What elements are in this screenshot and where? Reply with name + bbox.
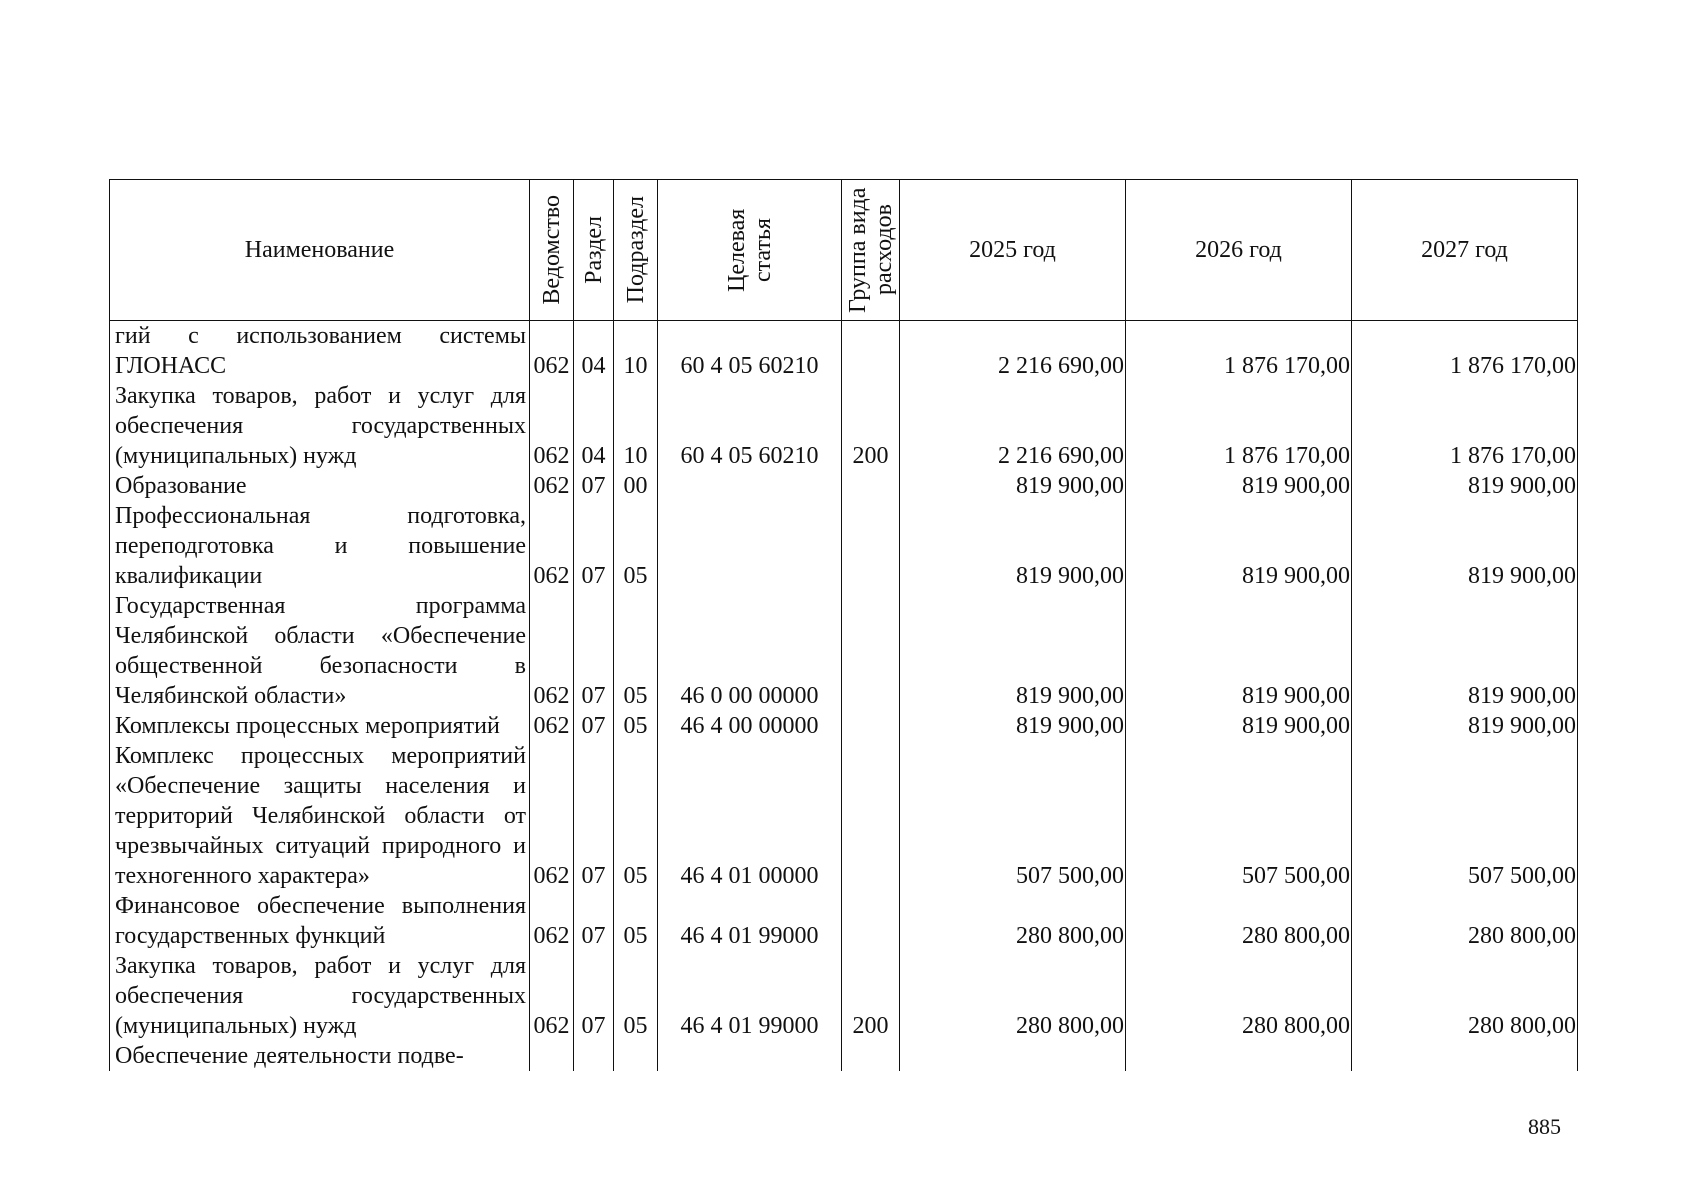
row-2026: 819 900,00 (1126, 471, 1352, 501)
row-2026: 819 900,00 (1126, 591, 1352, 711)
row-2026: 280 800,00 (1126, 951, 1352, 1041)
row-gruppa: 200 (842, 951, 900, 1041)
row-2025: 507 500,00 (900, 741, 1126, 891)
row-2026 (1126, 1041, 1352, 1071)
row-podrazdel (614, 1041, 658, 1071)
row-podrazdel: 00 (614, 471, 658, 501)
row-razdel: 07 (574, 741, 614, 891)
row-2026: 819 900,00 (1126, 501, 1352, 591)
row-2025: 819 900,00 (900, 501, 1126, 591)
row-name: Закупка товаров, работ и услуг для обеспечения государственных (муниципальных) нужд (110, 381, 530, 471)
row-razdel: 07 (574, 951, 614, 1041)
row-gruppa (842, 471, 900, 501)
header-name: Наименование (110, 180, 530, 321)
table-row (110, 891, 1578, 951)
table-row (110, 321, 1578, 382)
row-podrazdel: 05 (614, 501, 658, 591)
row-gruppa (842, 321, 900, 382)
header-2026: 2026 год (1126, 180, 1352, 321)
row-podrazdel: 05 (614, 741, 658, 891)
row-2027: 819 900,00 (1352, 501, 1578, 591)
row-podrazdel: 10 (614, 381, 658, 471)
row-2025: 280 800,00 (900, 951, 1126, 1041)
row-podrazdel: 05 (614, 891, 658, 951)
row-vedomstvo (530, 1041, 574, 1071)
row-tselevaya: 46 4 01 99000 (658, 891, 842, 951)
table-row (110, 591, 1578, 711)
row-gruppa: 200 (842, 381, 900, 471)
row-2025: 819 900,00 (900, 471, 1126, 501)
header-2027: 2027 год (1352, 180, 1578, 321)
row-razdel: 07 (574, 471, 614, 501)
table-row (110, 741, 1578, 891)
row-2027: 819 900,00 (1352, 711, 1578, 741)
row-tselevaya (658, 501, 842, 591)
row-podrazdel: 10 (614, 321, 658, 382)
row-2025 (900, 1041, 1126, 1071)
row-tselevaya: 46 4 00 00000 (658, 711, 842, 741)
table-row (110, 471, 1578, 501)
row-gruppa (842, 711, 900, 741)
row-name: Профессиональная подготовка, переподготовка и повышение квалификации (110, 501, 530, 591)
row-2026: 819 900,00 (1126, 711, 1352, 741)
row-vedomstvo: 062 (530, 321, 574, 382)
row-podrazdel: 05 (614, 591, 658, 711)
row-tselevaya (658, 1041, 842, 1071)
row-gruppa (842, 501, 900, 591)
row-tselevaya: 46 4 01 00000 (658, 741, 842, 891)
row-2027: 280 800,00 (1352, 891, 1578, 951)
table-row (110, 1041, 1578, 1071)
header-gruppa-label: Группа вида расходов (844, 187, 897, 313)
row-2027 (1352, 1041, 1578, 1071)
row-2026: 507 500,00 (1126, 741, 1352, 891)
header-podrazdel-label: Подраздел (622, 196, 649, 304)
row-razdel: 04 (574, 381, 614, 471)
row-2027: 507 500,00 (1352, 741, 1578, 891)
row-gruppa (842, 741, 900, 891)
row-2026: 1 876 170,00 (1126, 321, 1352, 382)
row-vedomstvo: 062 (530, 951, 574, 1041)
row-vedomstvo: 062 (530, 381, 574, 471)
row-2027: 1 876 170,00 (1352, 321, 1578, 382)
row-vedomstvo: 062 (530, 891, 574, 951)
row-gruppa (842, 891, 900, 951)
row-2027: 819 900,00 (1352, 591, 1578, 711)
row-name: Обеспечение деятельности подве- (110, 1041, 530, 1071)
header-2025: 2025 год (900, 180, 1126, 321)
budget-table (109, 179, 1578, 1071)
row-name: гий с использованием системы ГЛОНАСС (110, 321, 530, 382)
page-number: 885 (1528, 1114, 1561, 1139)
row-name: Закупка товаров, работ и услуг для обеспечения государственных (муниципальных) нужд (110, 951, 530, 1041)
header-razdel-label: Раздел (580, 216, 607, 284)
row-name: Образование (110, 471, 530, 501)
row-razdel: 07 (574, 591, 614, 711)
row-name: Государственная программа Челябинской области «Обеспечение общественной безопасности в Челябинской области» (110, 591, 530, 711)
header-tselevaya-label: Целевая статья (723, 208, 776, 292)
row-vedomstvo: 062 (530, 501, 574, 591)
row-2025: 2 216 690,00 (900, 381, 1126, 471)
row-2026: 1 876 170,00 (1126, 381, 1352, 471)
row-podrazdel: 05 (614, 711, 658, 741)
row-razdel: 07 (574, 501, 614, 591)
row-name: Комплекс процессных мероприятий «Обеспечение защиты населения и территорий Челябинской области от чрезвычайных ситуаций природного и техногенного характера» (110, 741, 530, 891)
row-razdel: 04 (574, 321, 614, 382)
row-2025: 819 900,00 (900, 711, 1126, 741)
header-razdel (574, 180, 614, 321)
row-razdel: 07 (574, 711, 614, 741)
row-tselevaya: 46 0 00 00000 (658, 591, 842, 711)
header-gruppa (842, 180, 900, 321)
row-2027: 1 876 170,00 (1352, 381, 1578, 471)
header-vedomstvo (530, 180, 574, 321)
row-razdel: 07 (574, 891, 614, 951)
row-vedomstvo: 062 (530, 471, 574, 501)
header-vedomstvo-label: Ведомство (538, 195, 565, 305)
row-2027: 819 900,00 (1352, 471, 1578, 501)
row-tselevaya: 46 4 01 99000 (658, 951, 842, 1041)
row-podrazdel: 05 (614, 951, 658, 1041)
header-tselevaya (658, 180, 842, 321)
row-gruppa (842, 591, 900, 711)
header-podrazdel (614, 180, 658, 321)
table-row (110, 381, 1578, 471)
table-row (110, 951, 1578, 1041)
row-2026: 280 800,00 (1126, 891, 1352, 951)
row-2025: 2 216 690,00 (900, 321, 1126, 382)
row-gruppa (842, 1041, 900, 1071)
row-tselevaya: 60 4 05 60210 (658, 381, 842, 471)
row-2025: 819 900,00 (900, 591, 1126, 711)
row-tselevaya (658, 471, 842, 501)
table-row (110, 711, 1578, 741)
header-row (110, 180, 1578, 321)
row-2027: 280 800,00 (1352, 951, 1578, 1041)
row-razdel (574, 1041, 614, 1071)
row-name: Финансовое обеспечение выполнения государственных функций (110, 891, 530, 951)
row-vedomstvo: 062 (530, 711, 574, 741)
row-vedomstvo: 062 (530, 591, 574, 711)
row-name: Комплексы процессных мероприятий (110, 711, 530, 741)
row-vedomstvo: 062 (530, 741, 574, 891)
row-2025: 280 800,00 (900, 891, 1126, 951)
row-tselevaya: 60 4 05 60210 (658, 321, 842, 382)
table-row (110, 501, 1578, 591)
